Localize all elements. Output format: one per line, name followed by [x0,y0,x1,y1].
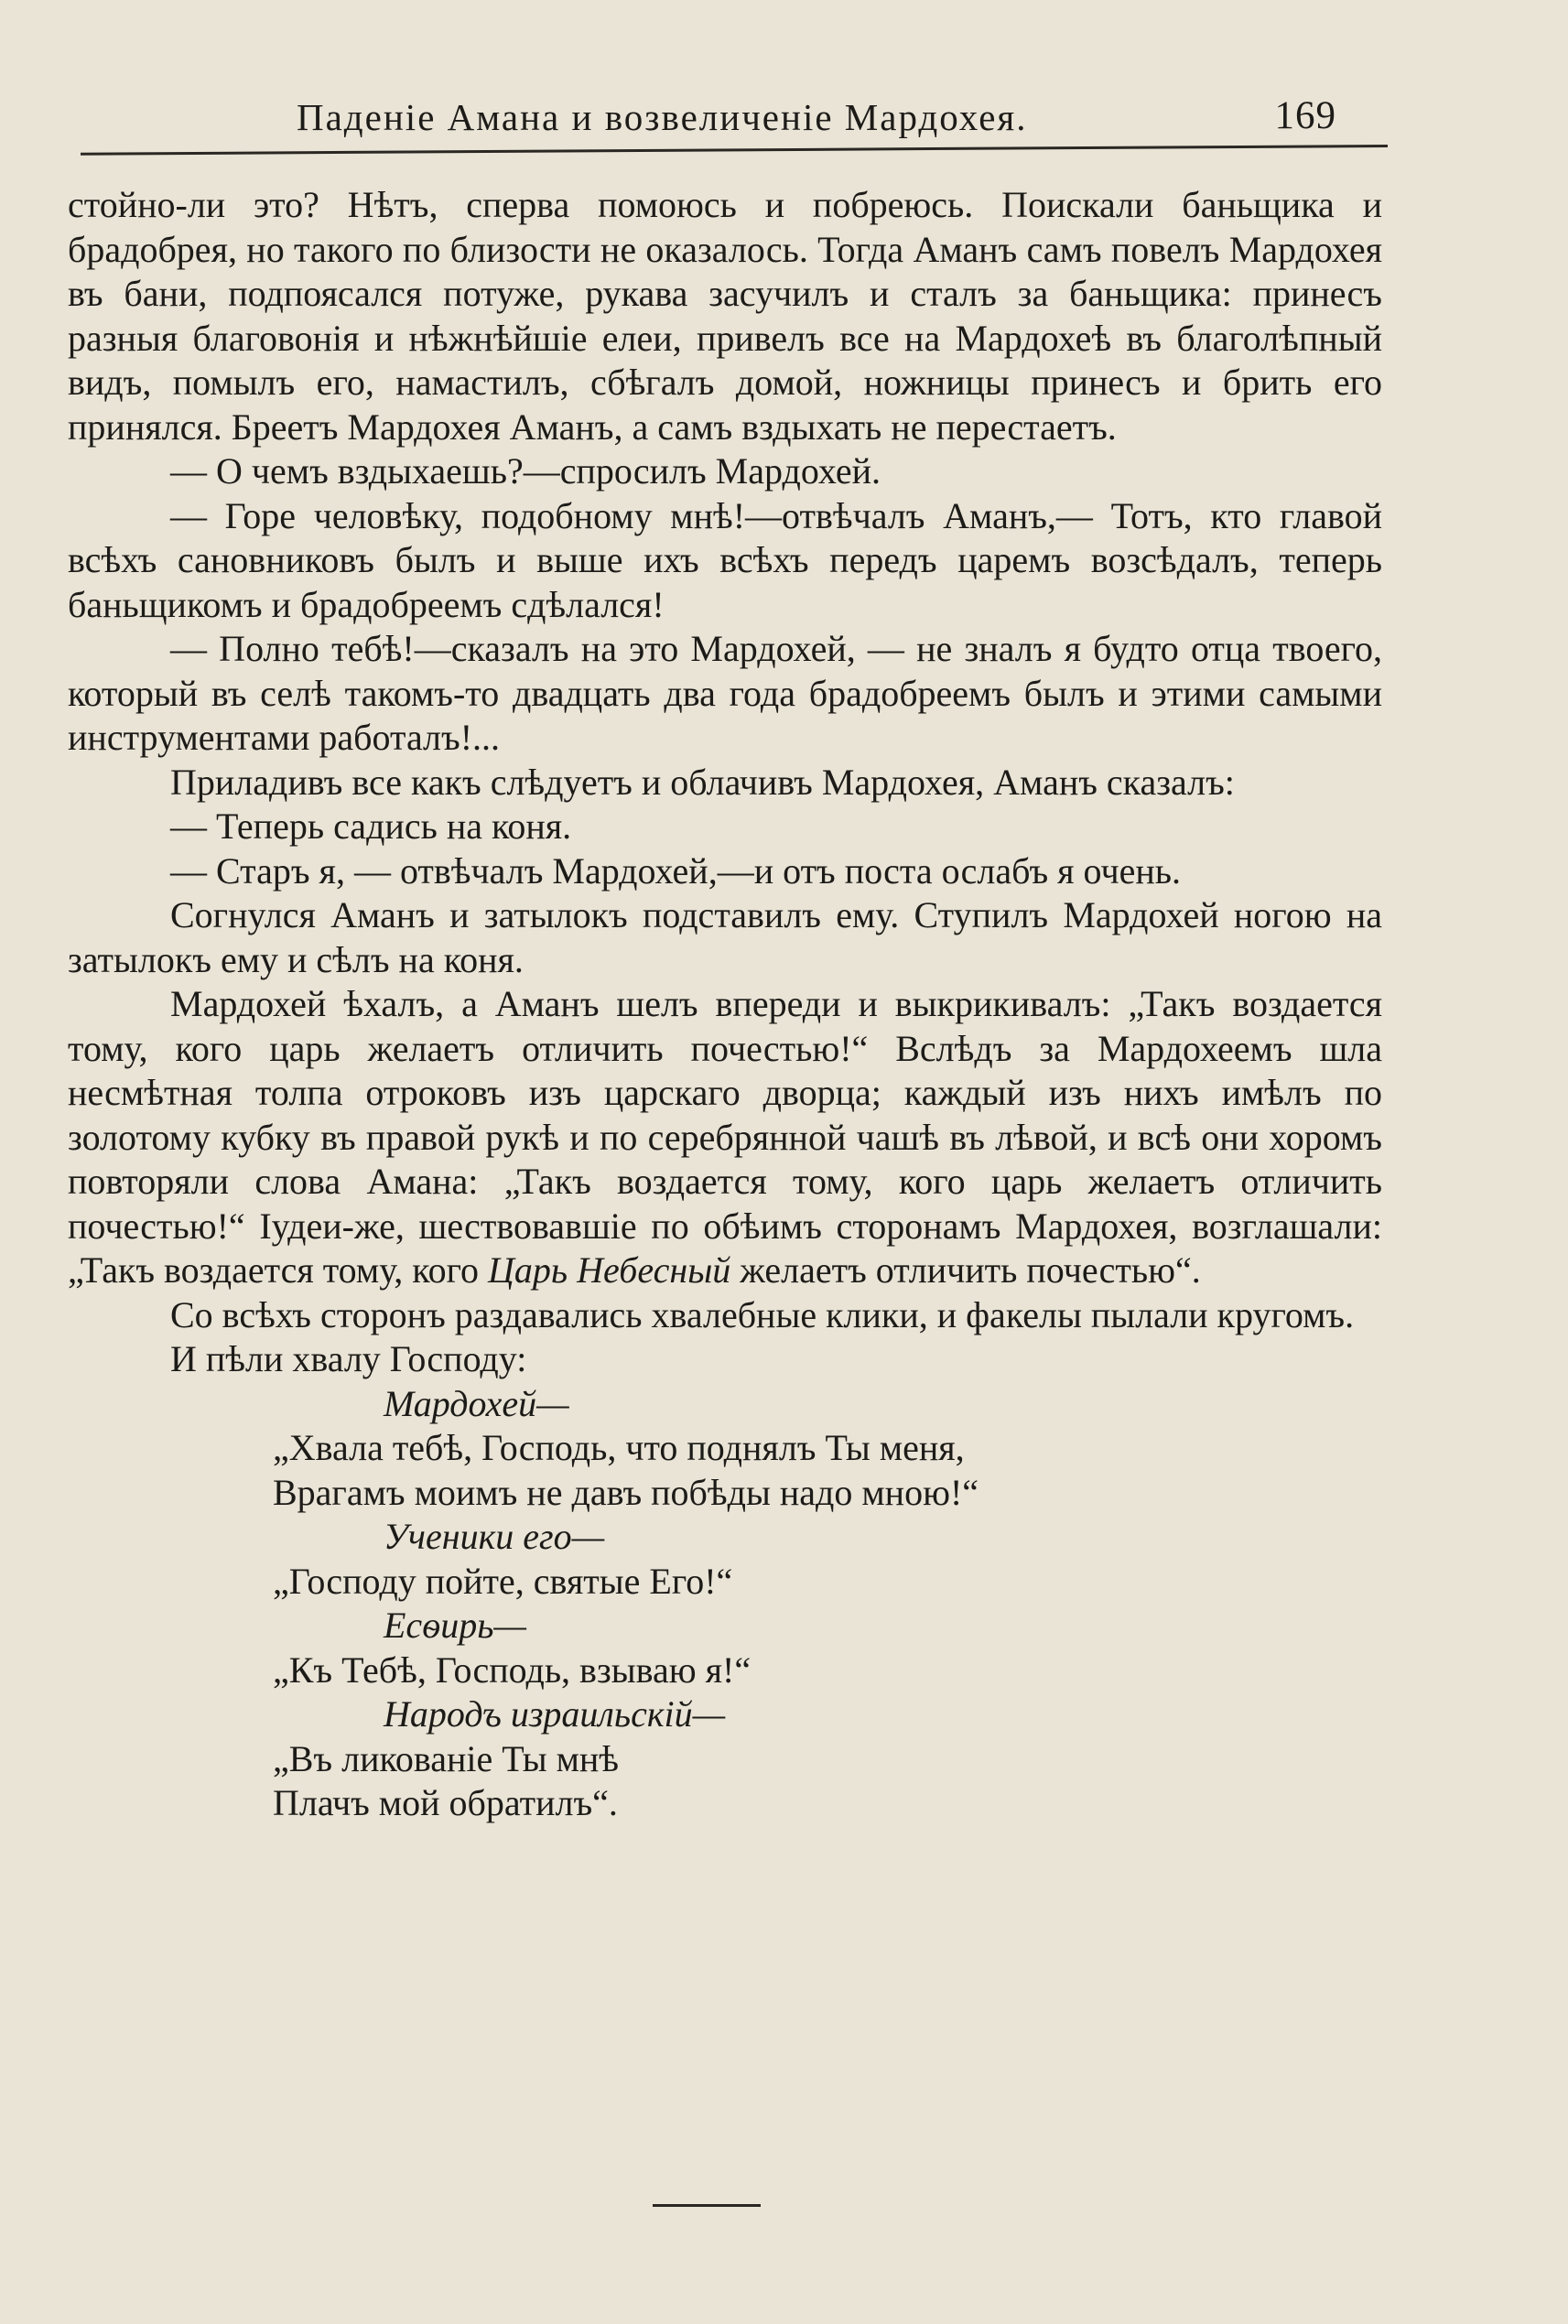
end-rule [653,2204,761,2207]
page-number: 169 [1274,94,1336,137]
paragraph: Со всѣхъ сторонъ раздавались хвалебные клики, и факелы пылали кругомъ. [170,1293,1355,1335]
verse-line: Врагамъ моимъ не давъ побѣды надо мною!“ [273,1471,979,1513]
verse-line: „Въ ликованіе Ты мнѣ [273,1737,620,1779]
verse-line: „Хвала тебѣ, Господь, что поднялъ Ты меня, [273,1427,965,1468]
paragraph: — Полно тебѣ!—сказалъ на это Мардохей, — не зналъ я будто отца твоего, который въ селѣ такомъ-то двадцать два года брадобреемъ былъ и этими самыми инструментами работалъ!... [68,628,1382,758]
paragraph: И пѣли хвалу Господу: [170,1338,527,1379]
header-rule [81,145,1388,156]
verse-line: „Господу пойте, святые Его!“ [273,1560,733,1602]
paragraph: — Старъ я, — отвѣчалъ Мардохей,—и отъ поста ослабъ я очень. [170,849,1182,892]
paragraph: — Горе человѣку, подобному мнѣ!—отвѣчалъ Аманъ,— Тотъ, кто главой всѣхъ сановниковъ былъ и выше ихъ всѣхъ передъ царемъ возсѣдалъ, теперь баньщикомъ и брадобреемъ сдѣлался! [68,494,1382,625]
paragraph-tail: желаетъ отличить почестью“. [730,1249,1201,1291]
body-text [68,183,1382,1826]
running-title: Паденіе Амана и возвеличеніе Мардохея. [297,96,1028,138]
paragraph: стойно-ли это? Нѣтъ, сперва помоюсь и побреюсь. Поискали баньщика и брадобрея, но такого по близости не оказалось. Тогда Аманъ самъ повелъ Мардохея въ бани, подпоясался потуже, рукава засучилъ и сталъ за баньщика: принесъ разныя благовонія и нѣжнѣйшіе елеи, привелъ все на Мардохеѣ въ благолѣпный видъ, помылъ его, намастилъ, сбѣгалъ домой, ножницы принесъ и брить его принялся. Бреетъ Мардохея Аманъ, а самъ вздыхать не перестаетъ. [68,184,1382,448]
running-header [81,84,1388,148]
verse-line: Плачъ мой обратилъ“. [273,1782,618,1823]
paragraph: — О чемъ вздыхаешь?—спросилъ Мардохей. [170,450,881,492]
verse-speaker: Есѳирь— [384,1605,526,1646]
verse-speaker: Народъ израильскій— [384,1693,726,1735]
verse-speaker: Мардохей— [384,1382,569,1424]
verse-line: „Къ Тебѣ, Господь, взываю я!“ [273,1648,752,1691]
italic-phrase: Царь Небесный [488,1249,731,1291]
paragraph: Согнулся Аманъ и затылокъ подставилъ ему. Ступилъ Мардохей ногою на затылокъ ему и сѣлъ на коня. [68,894,1382,980]
paragraph: Приладивъ все какъ слѣдуетъ и облачивъ Мардохея, Аманъ сказалъ: [170,761,1235,803]
paragraph-text: Мардохей ѣхалъ, а Аманъ шелъ впереди и выкрикивалъ: „Такъ воздается тому, кого царь желаетъ отличить почестью!“ Вслѣдъ за Мардохеемъ шла несмѣтная толпа отроковъ изъ царскаго дворца; каждый изъ нихъ имѣлъ по золотому кубку въ правой рукѣ и по серебрянной чашѣ въ лѣвой, и всѣ они хоромъ повторяли слова Амана: „Такъ воздается тому, кого царь желаетъ отличить почестью!“ Іудеи-же, шествовавшіе по обѣимъ сторонамъ Мардохея, возглашали: „Такъ воздается тому, кого [68,983,1382,1291]
paragraph: — Теперь садись на коня. [170,805,572,847]
paragraph [68,982,1382,1293]
verse-speaker: Ученики его— [384,1516,605,1557]
